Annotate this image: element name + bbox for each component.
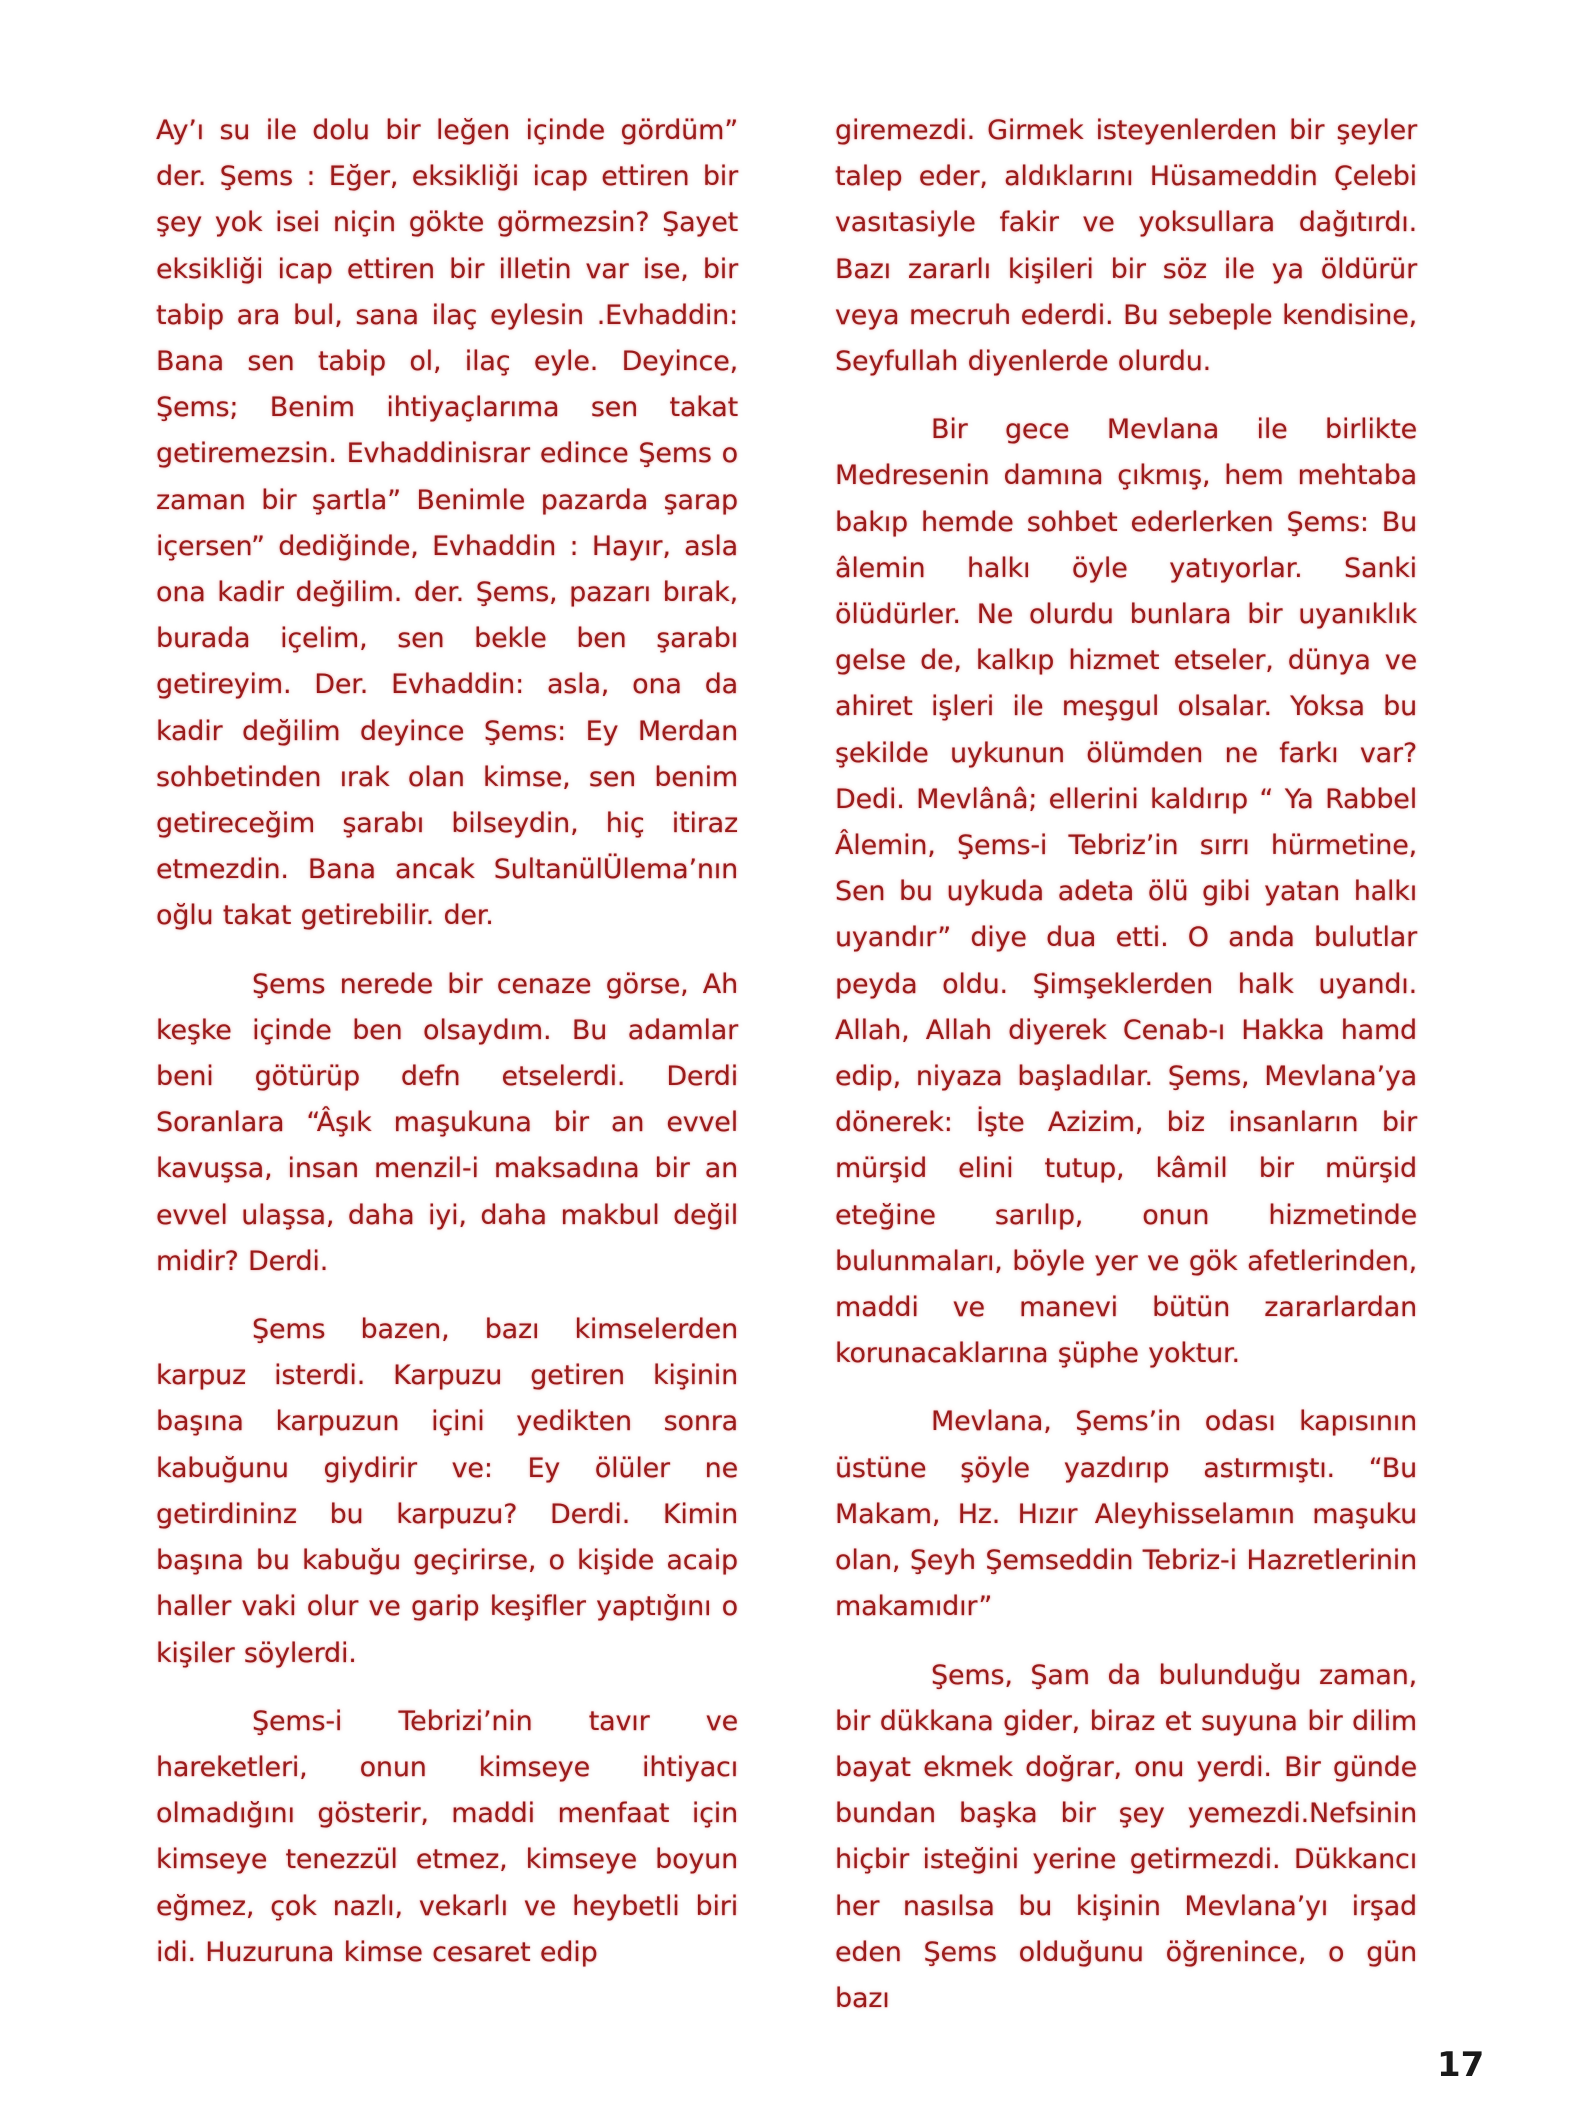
paragraph: Şems nerede bir cenaze görse, Ah keşke içinde ben olsaydım. Bu adamlar beni götürüp defn etselerdi. Derdi Soranlara “Âşık maşukuna bir an evvel kavuşsa, insan menzil-i maksadına bir an evvel ulaşsa, daha iyi, daha makbul değil midir? Derdi. <box>156 968 738 1277</box>
paragraph: Ay’ı su ile dolu bir leğen içinde gördüm” der. Şems : Eğer, eksikliği icap ettiren bir şey yok isei niçin gökte görmezsin? Şayet eksikliği icap ettiren bir illetin var ise, bir tabip ara bul, sana ilaç eylesin .Evhaddin: Bana sen tabip ol, ilaç eyle. Deyince, Şems; Benim ihtiyaçlarıma sen takat getiremezsin. Evhaddinisrar edince Şems o zaman bir şartla” Benimle pazarda şarap içersen” dediğinde, Evhaddin : Hayır, asla ona kadir değilim. der. Şems, pazarı bırak, burada içelim, sen bekle ben şarabı getireyim. Der. Evhaddin: asla, ona da kadir değilim deyince Şems: Ey Merdan sohbetinden ırak olan kimse, sen benim getireceğim şarabı bilseydin, hiç itiraz etmezdin. Bana ancak SultanülÜlema’nın oğlu takat getirebilir. der. <box>156 115 738 932</box>
paragraph: Mevlana, Şems’in odası kapısının üstüne şöyle yazdırıp astırmıştı. “Bu Makam, Hz. Hızır Aleyhisselamın maşuku olan, Şeyh Şemseddin Tebriz-i Hazretlerinin makamıdır” <box>835 1406 1417 1623</box>
paragraph: Şems-i Tebrizi’nin tavır ve hareketleri, onun kimseye ihtiyacı olmadığını gösterir, maddi menfaat için kimseye tenezzül etmez, kimseye boyun eğmez, çok nazlı, vekarlı ve heybetli biri idi. Huzuruna kimse cesaret edip <box>156 1705 738 1968</box>
paragraph: Şems, Şam da bulunduğu zaman, bir dükkana gider, biraz et suyuna bir dilim bayat ekmek doğrar, onu yerdi. Bir günde bundan başka bir şey yemezdi.Nefsinin hiçbir isteğini yerine getirmezdi. Dükkancı her nasılsa bu kişinin Mevlana’yı irşad eden Şems olduğunu öğrenince, o gün bazı <box>835 1659 1417 2014</box>
left-text-column <box>156 108 738 1998</box>
paragraph: Şems bazen, bazı kimselerden karpuz isterdi. Karpuzu getiren kişinin başına karpuzun içini yedikten sonra kabuğunu giydirir ve: Ey ölüler ne getirdininz bu karpuzu? Derdi. Kimin başına bu kabuğu geçirirse, o kişide acaip haller vaki olur ve garip keşifler yaptığını o kişiler söylerdi. <box>156 1314 738 1669</box>
right-text-column <box>835 108 1417 2044</box>
paragraph: Bir gece Mevlana ile birlikte Medresenin damına çıkmış, hem mehtaba bakıp hemde sohbet ederlerken Şems: Bu âlemin halkı öyle yatıyorlar. Sanki ölüdürler. Ne olurdu bunlara bir uyanıklık gelse de, kalkıp hizmet etseler, dünya ve ahiret işleri ile meşgul olsalar. Yoksa bu şekilde uykunun ölümden ne farkı var? Dedi. Mevlânâ; ellerini kaldırıp “ Ya Rabbel Âlemin, Şems-i Tebriz’in sırrı hürmetine, Sen bu uykuda adeta ölü gibi yatan halkı uyandır” diye dua etti. O anda bulutlar peyda oldu. Şimşeklerden halk uyandı. Allah, Allah diyerek Cenab-ı Hakka hamd edip, niyaza başladılar. Şems, Mevlana’ya dönerek: İşte Azizim, biz insanların bir mürşid elini tutup, kâmil bir mürşid eteğine sarılıp, onun hizmetinde bulunmaları, böyle yer ve gök afetlerinden, maddi ve manevi bütün zararlardan korunacaklarına şüphe yoktur. <box>835 414 1417 1370</box>
page-number: 17 <box>1437 2045 1485 2085</box>
paragraph: giremezdi. Girmek isteyenlerden bir şeyler talep eder, aldıklarını Hüsameddin Çelebi vasıtasiyle fakir ve yoksullara dağıtırdı. Bazı zararlı kişileri bir söz ile ya öldürür veya mecruh ederdi. Bu sebeple kendisine, Seyfullah diyenlerde olurdu. <box>835 115 1417 378</box>
